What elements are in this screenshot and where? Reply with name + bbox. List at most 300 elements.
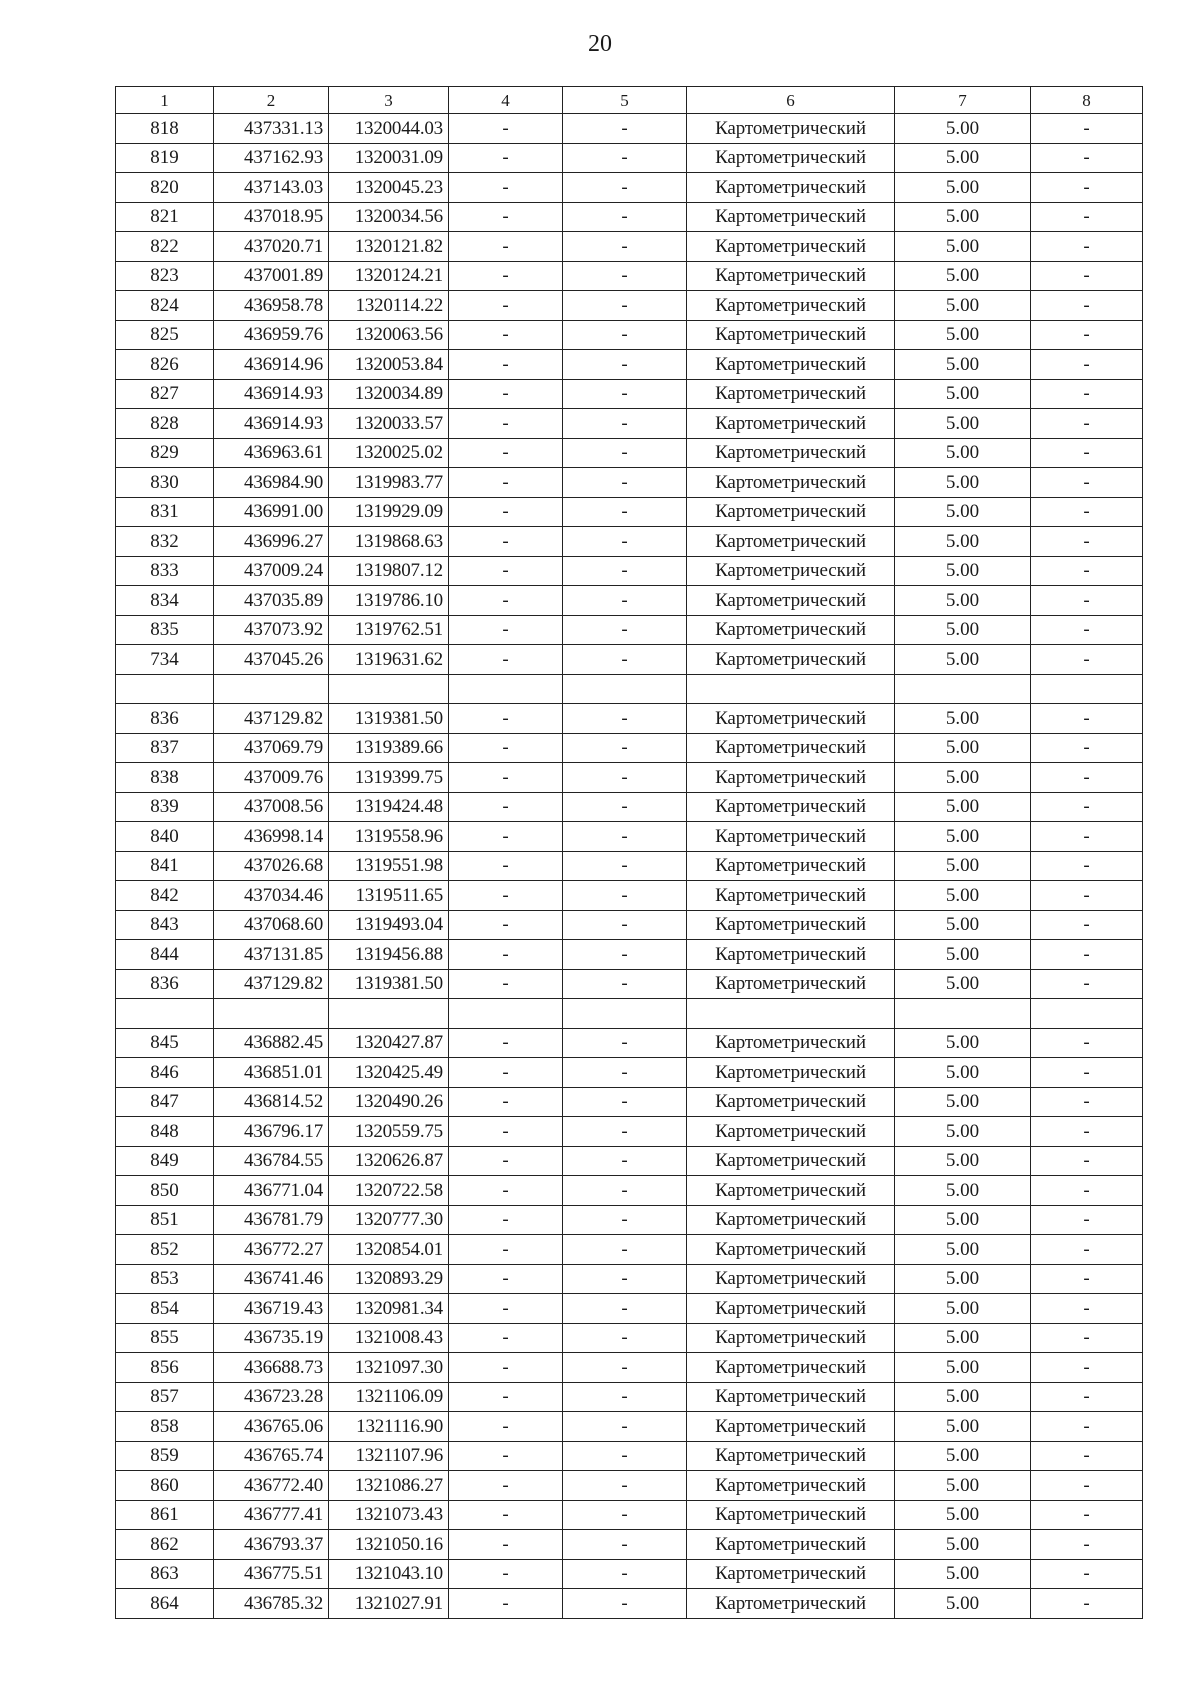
cell-col-5: -: [563, 173, 687, 203]
cell-method: Картометрический: [687, 1589, 895, 1619]
cell-coordinate-y: 1319786.10: [329, 586, 449, 616]
cell-method: Картометрический: [687, 1323, 895, 1353]
cell-col-5: -: [563, 1353, 687, 1383]
cell-accuracy: 5.00: [895, 1294, 1031, 1324]
cell-coordinate-y: 1320777.30: [329, 1205, 449, 1235]
cell-coordinate-x: [214, 674, 329, 704]
cell-coordinate-x: 437162.93: [214, 143, 329, 173]
table-row: [116, 1530, 1143, 1560]
cell-col-5: -: [563, 202, 687, 232]
cell-coordinate-x: 437069.79: [214, 733, 329, 763]
cell-coordinate-y: 1321073.43: [329, 1500, 449, 1530]
cell-accuracy: 5.00: [895, 1264, 1031, 1294]
cell-col-4: -: [449, 733, 563, 763]
cell-point-number: 825: [116, 320, 214, 350]
cell-coordinate-x: 436777.41: [214, 1500, 329, 1530]
cell-coordinate-x: 436688.73: [214, 1353, 329, 1383]
cell-accuracy: 5.00: [895, 497, 1031, 527]
cell-coordinate-y: 1319381.50: [329, 704, 449, 734]
table-row: [116, 232, 1143, 262]
cell-col-5: -: [563, 497, 687, 527]
table-row: [116, 733, 1143, 763]
cell-col-4: -: [449, 822, 563, 852]
cell-coordinate-x: 436775.51: [214, 1559, 329, 1589]
cell-col-8: -: [1031, 114, 1143, 144]
cell-col-8: -: [1031, 379, 1143, 409]
cell-col-5: -: [563, 438, 687, 468]
table-row: [116, 1146, 1143, 1176]
cell-col-4: -: [449, 763, 563, 793]
cell-method: Картометрический: [687, 1382, 895, 1412]
cell-col-8: -: [1031, 409, 1143, 439]
cell-coordinate-y: 1319399.75: [329, 763, 449, 793]
cell-col-5: -: [563, 1146, 687, 1176]
cell-method: Картометрический: [687, 1058, 895, 1088]
cell-col-5: -: [563, 1382, 687, 1412]
cell-accuracy: [895, 674, 1031, 704]
cell-method: Картометрический: [687, 143, 895, 173]
cell-coordinate-y: 1320854.01: [329, 1235, 449, 1265]
cell-method: Картометрический: [687, 114, 895, 144]
cell-coordinate-y: 1319762.51: [329, 615, 449, 645]
cell-col-4: -: [449, 1087, 563, 1117]
table-row: [116, 527, 1143, 557]
cell-col-5: -: [563, 1471, 687, 1501]
table-row: [116, 704, 1143, 734]
table-row: [116, 556, 1143, 586]
cell-col-5: -: [563, 1205, 687, 1235]
cell-accuracy: 5.00: [895, 1323, 1031, 1353]
cell-accuracy: 5.00: [895, 851, 1031, 881]
cell-col-4: -: [449, 1058, 563, 1088]
cell-coordinate-x: 436882.45: [214, 1028, 329, 1058]
cell-method: Картометрический: [687, 173, 895, 203]
cell-method: Картометрический: [687, 1117, 895, 1147]
cell-coordinate-y: 1321106.09: [329, 1382, 449, 1412]
cell-col-4: -: [449, 320, 563, 350]
cell-accuracy: 5.00: [895, 733, 1031, 763]
cell-coordinate-y: 1321107.96: [329, 1441, 449, 1471]
cell-coordinate-x: 436723.28: [214, 1382, 329, 1412]
table-row: [116, 763, 1143, 793]
cell-accuracy: 5.00: [895, 261, 1031, 291]
cell-coordinate-y: 1319807.12: [329, 556, 449, 586]
cell-col-8: -: [1031, 615, 1143, 645]
cell-col-5: -: [563, 1500, 687, 1530]
cell-col-5: -: [563, 320, 687, 350]
cell-coordinate-x: 436784.55: [214, 1146, 329, 1176]
table-row: [116, 1589, 1143, 1619]
cell-coordinate-y: 1321097.30: [329, 1353, 449, 1383]
cell-col-8: -: [1031, 704, 1143, 734]
cell-method: Картометрический: [687, 940, 895, 970]
cell-col-8: -: [1031, 586, 1143, 616]
cell-col-4: -: [449, 1589, 563, 1619]
cell-accuracy: 5.00: [895, 969, 1031, 999]
cell-accuracy: 5.00: [895, 1412, 1031, 1442]
cell-coordinate-x: 437026.68: [214, 851, 329, 881]
cell-col-8: -: [1031, 1559, 1143, 1589]
table-separator-row: [116, 999, 1143, 1029]
cell-col-5: -: [563, 1323, 687, 1353]
cell-coordinate-y: 1320034.89: [329, 379, 449, 409]
table-row: [116, 1500, 1143, 1530]
table-row: [116, 291, 1143, 321]
cell-accuracy: 5.00: [895, 792, 1031, 822]
cell-coordinate-x: 436741.46: [214, 1264, 329, 1294]
cell-method: Картометрический: [687, 1500, 895, 1530]
cell-col-8: -: [1031, 1058, 1143, 1088]
cell-col-4: -: [449, 114, 563, 144]
cell-col-8: [1031, 999, 1143, 1029]
cell-coordinate-x: 436765.74: [214, 1441, 329, 1471]
cell-method: Картометрический: [687, 851, 895, 881]
cell-accuracy: 5.00: [895, 1353, 1031, 1383]
cell-accuracy: 5.00: [895, 615, 1031, 645]
cell-coordinate-y: 1320722.58: [329, 1176, 449, 1206]
cell-method: [687, 999, 895, 1029]
cell-point-number: 734: [116, 645, 214, 675]
table-header-row: [116, 87, 1143, 114]
cell-coordinate-y: 1320114.22: [329, 291, 449, 321]
cell-col-4: -: [449, 143, 563, 173]
cell-coordinate-y: 1321008.43: [329, 1323, 449, 1353]
cell-coordinate-y: 1319551.98: [329, 851, 449, 881]
cell-method: Картометрический: [687, 409, 895, 439]
cell-col-8: -: [1031, 881, 1143, 911]
cell-col-4: -: [449, 1500, 563, 1530]
cell-accuracy: 5.00: [895, 143, 1031, 173]
cell-col-4: -: [449, 1205, 563, 1235]
table-row: [116, 350, 1143, 380]
cell-col-8: -: [1031, 202, 1143, 232]
cell-coordinate-x: 437143.03: [214, 173, 329, 203]
cell-col-5: -: [563, 645, 687, 675]
cell-coordinate-x: 436959.76: [214, 320, 329, 350]
cell-col-8: -: [1031, 1353, 1143, 1383]
cell-coordinate-y: 1319381.50: [329, 969, 449, 999]
cell-coordinate-y: 1320044.03: [329, 114, 449, 144]
cell-col-5: -: [563, 763, 687, 793]
cell-method: Картометрический: [687, 733, 895, 763]
header-cell-4: 4: [449, 87, 563, 114]
cell-col-4: -: [449, 792, 563, 822]
cell-col-4: -: [449, 1353, 563, 1383]
cell-col-8: -: [1031, 910, 1143, 940]
cell-method: Картометрический: [687, 1176, 895, 1206]
table-row: [116, 497, 1143, 527]
cell-accuracy: 5.00: [895, 468, 1031, 498]
cell-col-4: -: [449, 1471, 563, 1501]
cell-coordinate-y: 1321027.91: [329, 1589, 449, 1619]
cell-point-number: 833: [116, 556, 214, 586]
cell-col-8: -: [1031, 320, 1143, 350]
cell-accuracy: 5.00: [895, 320, 1031, 350]
cell-coordinate-y: 1320053.84: [329, 350, 449, 380]
cell-col-4: -: [449, 409, 563, 439]
cell-point-number: 860: [116, 1471, 214, 1501]
cell-point-number: 818: [116, 114, 214, 144]
cell-col-5: -: [563, 940, 687, 970]
cell-col-4: -: [449, 881, 563, 911]
table-row: [116, 910, 1143, 940]
cell-col-4: -: [449, 1294, 563, 1324]
cell-col-4: -: [449, 1559, 563, 1589]
cell-coordinate-x: 436796.17: [214, 1117, 329, 1147]
cell-method: Картометрический: [687, 1146, 895, 1176]
header-cell-1: 1: [116, 87, 214, 114]
cell-col-8: -: [1031, 527, 1143, 557]
cell-coordinate-x: 437008.56: [214, 792, 329, 822]
cell-col-4: -: [449, 1441, 563, 1471]
cell-method: Картометрический: [687, 291, 895, 321]
cell-coordinate-x: 437045.26: [214, 645, 329, 675]
table-row: [116, 1205, 1143, 1235]
cell-method: Картометрический: [687, 497, 895, 527]
cell-accuracy: 5.00: [895, 822, 1031, 852]
cell-point-number: 847: [116, 1087, 214, 1117]
cell-col-8: -: [1031, 350, 1143, 380]
table-row: [116, 320, 1143, 350]
cell-col-4: -: [449, 468, 563, 498]
cell-point-number: [116, 999, 214, 1029]
cell-col-4: -: [449, 940, 563, 970]
cell-point-number: 820: [116, 173, 214, 203]
table-row: [116, 261, 1143, 291]
cell-coordinate-x: 436765.06: [214, 1412, 329, 1442]
cell-method: Картометрический: [687, 527, 895, 557]
cell-coordinate-y: 1319424.48: [329, 792, 449, 822]
cell-col-8: -: [1031, 1441, 1143, 1471]
cell-coordinate-y: 1319631.62: [329, 645, 449, 675]
cell-point-number: 861: [116, 1500, 214, 1530]
cell-coordinate-x: 436914.96: [214, 350, 329, 380]
cell-point-number: [116, 674, 214, 704]
table-row: [116, 615, 1143, 645]
cell-coordinate-x: 437018.95: [214, 202, 329, 232]
cell-coordinate-x: 436998.14: [214, 822, 329, 852]
cell-method: Картометрический: [687, 763, 895, 793]
cell-accuracy: 5.00: [895, 1471, 1031, 1501]
table-row: [116, 1235, 1143, 1265]
cell-coordinate-y: 1321043.10: [329, 1559, 449, 1589]
cell-coordinate-y: 1321116.90: [329, 1412, 449, 1442]
cell-col-8: -: [1031, 1235, 1143, 1265]
cell-point-number: 835: [116, 615, 214, 645]
cell-accuracy: 5.00: [895, 910, 1031, 940]
cell-col-8: -: [1031, 1412, 1143, 1442]
table-row: [116, 851, 1143, 881]
cell-col-5: -: [563, 881, 687, 911]
header-cell-2: 2: [214, 87, 329, 114]
cell-coordinate-y: 1320490.26: [329, 1087, 449, 1117]
cell-col-4: -: [449, 704, 563, 734]
cell-col-4: -: [449, 969, 563, 999]
cell-col-5: -: [563, 1264, 687, 1294]
cell-col-5: -: [563, 556, 687, 586]
cell-coordinate-x: 437001.89: [214, 261, 329, 291]
table-row: [116, 1264, 1143, 1294]
cell-col-5: -: [563, 969, 687, 999]
cell-point-number: 836: [116, 969, 214, 999]
cell-coordinate-y: 1319389.66: [329, 733, 449, 763]
cell-point-number: 853: [116, 1264, 214, 1294]
table-row: [116, 1028, 1143, 1058]
cell-method: Картометрический: [687, 1087, 895, 1117]
table-row: [116, 409, 1143, 439]
coordinates-table: [115, 86, 1143, 1619]
cell-coordinate-x: 437009.24: [214, 556, 329, 586]
cell-accuracy: 5.00: [895, 1146, 1031, 1176]
cell-point-number: 852: [116, 1235, 214, 1265]
cell-coordinate-x: 436914.93: [214, 409, 329, 439]
cell-accuracy: 5.00: [895, 645, 1031, 675]
cell-col-8: -: [1031, 173, 1143, 203]
table-row: [116, 1117, 1143, 1147]
cell-col-5: [563, 674, 687, 704]
cell-coordinate-y: 1319929.09: [329, 497, 449, 527]
table-row: [116, 1471, 1143, 1501]
cell-coordinate-x: 437020.71: [214, 232, 329, 262]
cell-accuracy: 5.00: [895, 1382, 1031, 1412]
cell-coordinate-y: 1320031.09: [329, 143, 449, 173]
cell-coordinate-x: 436772.40: [214, 1471, 329, 1501]
table-row: [116, 969, 1143, 999]
cell-accuracy: 5.00: [895, 379, 1031, 409]
cell-accuracy: 5.00: [895, 1058, 1031, 1088]
cell-accuracy: 5.00: [895, 114, 1031, 144]
cell-col-5: -: [563, 1028, 687, 1058]
table-row: [116, 1294, 1143, 1324]
table-row: [116, 1058, 1143, 1088]
cell-accuracy: 5.00: [895, 409, 1031, 439]
cell-coordinate-x: 436793.37: [214, 1530, 329, 1560]
cell-point-number: 854: [116, 1294, 214, 1324]
header-cell-6: 6: [687, 87, 895, 114]
cell-accuracy: 5.00: [895, 232, 1031, 262]
cell-col-5: -: [563, 704, 687, 734]
cell-coordinate-y: 1320559.75: [329, 1117, 449, 1147]
cell-coordinate-y: 1320124.21: [329, 261, 449, 291]
table-row: [116, 1441, 1143, 1471]
table-row: [116, 586, 1143, 616]
cell-col-5: -: [563, 1117, 687, 1147]
cell-accuracy: 5.00: [895, 704, 1031, 734]
header-cell-3: 3: [329, 87, 449, 114]
cell-point-number: 858: [116, 1412, 214, 1442]
cell-col-4: -: [449, 1146, 563, 1176]
cell-col-5: -: [563, 114, 687, 144]
cell-col-8: -: [1031, 645, 1143, 675]
table-row: [116, 881, 1143, 911]
cell-col-5: -: [563, 1530, 687, 1560]
cell-coordinate-x: 436785.32: [214, 1589, 329, 1619]
cell-col-8: -: [1031, 763, 1143, 793]
table-row: [116, 1176, 1143, 1206]
cell-coordinate-x: 436851.01: [214, 1058, 329, 1088]
cell-point-number: 857: [116, 1382, 214, 1412]
cell-method: Картометрический: [687, 1205, 895, 1235]
table-row: [116, 468, 1143, 498]
cell-point-number: 855: [116, 1323, 214, 1353]
cell-col-8: -: [1031, 1176, 1143, 1206]
cell-method: Картометрический: [687, 1412, 895, 1442]
cell-point-number: 824: [116, 291, 214, 321]
cell-col-5: -: [563, 792, 687, 822]
cell-col-4: -: [449, 556, 563, 586]
table-row: [116, 438, 1143, 468]
cell-coordinate-y: 1320121.82: [329, 232, 449, 262]
table-row: [116, 1323, 1143, 1353]
cell-col-4: -: [449, 202, 563, 232]
cell-point-number: 832: [116, 527, 214, 557]
cell-col-5: -: [563, 1412, 687, 1442]
cell-coordinate-x: 436991.00: [214, 497, 329, 527]
cell-col-4: -: [449, 645, 563, 675]
cell-method: Картометрический: [687, 1471, 895, 1501]
page-number: 20: [588, 31, 612, 57]
cell-col-5: -: [563, 1559, 687, 1589]
cell-col-4: -: [449, 1264, 563, 1294]
cell-col-4: -: [449, 350, 563, 380]
cell-col-8: -: [1031, 969, 1143, 999]
cell-method: Картометрический: [687, 1264, 895, 1294]
cell-point-number: 822: [116, 232, 214, 262]
cell-coordinate-x: 436771.04: [214, 1176, 329, 1206]
cell-col-5: -: [563, 1176, 687, 1206]
cell-col-8: -: [1031, 1294, 1143, 1324]
cell-coordinate-x: 437331.13: [214, 114, 329, 144]
cell-point-number: 850: [116, 1176, 214, 1206]
cell-col-4: -: [449, 1382, 563, 1412]
cell-accuracy: 5.00: [895, 1117, 1031, 1147]
table-row: [116, 792, 1143, 822]
table-row: [116, 1559, 1143, 1589]
cell-col-4: -: [449, 173, 563, 203]
cell-col-5: -: [563, 143, 687, 173]
table-separator-row: [116, 674, 1143, 704]
cell-coordinate-y: 1319493.04: [329, 910, 449, 940]
cell-coordinate-y: 1320427.87: [329, 1028, 449, 1058]
cell-col-4: -: [449, 1323, 563, 1353]
cell-col-4: -: [449, 1028, 563, 1058]
cell-point-number: 843: [116, 910, 214, 940]
cell-coordinate-y: 1320045.23: [329, 173, 449, 203]
table-row: [116, 379, 1143, 409]
cell-col-4: -: [449, 1530, 563, 1560]
cell-method: Картометрический: [687, 969, 895, 999]
cell-point-number: 837: [116, 733, 214, 763]
cell-coordinate-x: 437068.60: [214, 910, 329, 940]
cell-col-8: -: [1031, 1530, 1143, 1560]
cell-col-5: -: [563, 1058, 687, 1088]
cell-point-number: 836: [116, 704, 214, 734]
cell-col-4: -: [449, 438, 563, 468]
cell-col-5: -: [563, 527, 687, 557]
cell-point-number: 826: [116, 350, 214, 380]
cell-accuracy: 5.00: [895, 1028, 1031, 1058]
cell-accuracy: 5.00: [895, 173, 1031, 203]
cell-col-4: -: [449, 379, 563, 409]
cell-col-8: -: [1031, 556, 1143, 586]
cell-col-4: -: [449, 261, 563, 291]
cell-coordinate-y: 1320025.02: [329, 438, 449, 468]
cell-coordinate-x: 436781.79: [214, 1205, 329, 1235]
table-row: [116, 143, 1143, 173]
cell-coordinate-x: 437129.82: [214, 704, 329, 734]
cell-col-8: -: [1031, 1146, 1143, 1176]
cell-method: Картометрический: [687, 1235, 895, 1265]
